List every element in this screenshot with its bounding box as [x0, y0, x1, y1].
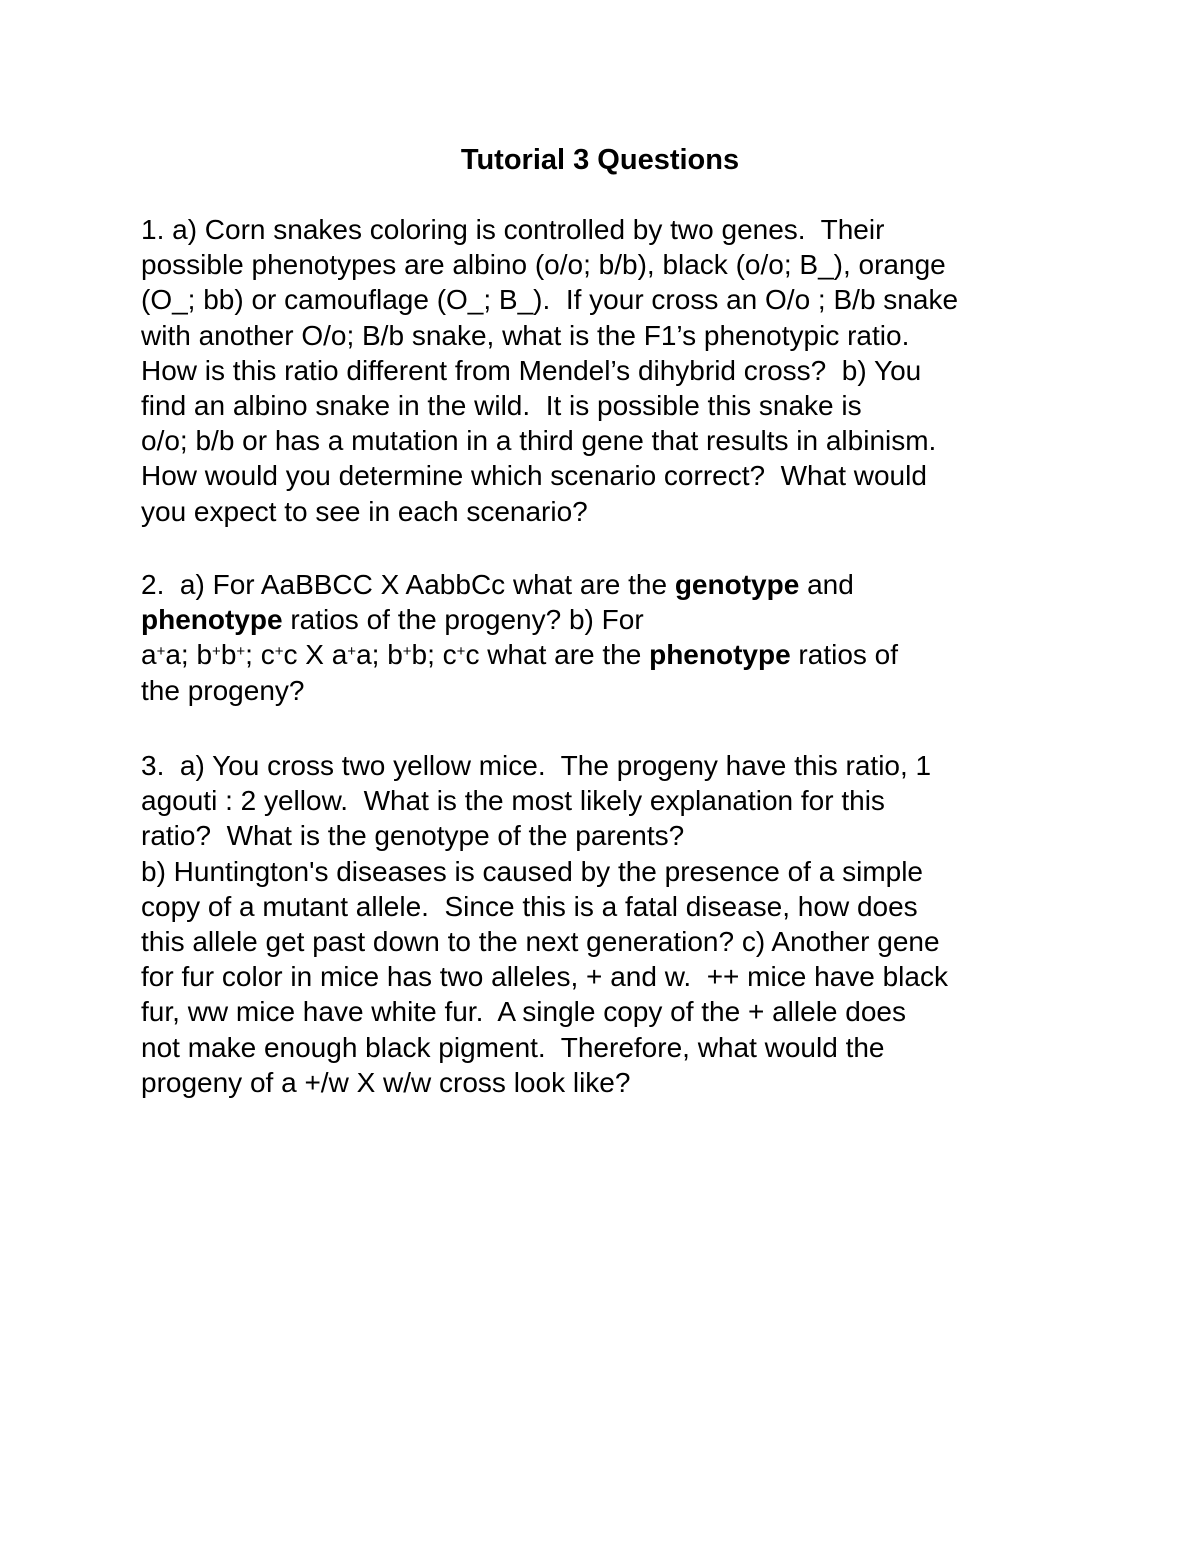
question-3-line: not make enough black pigment. Therefore, what would the [141, 1031, 885, 1063]
question-3-line: copy of a mutant allele. Since this is a fatal disease, how does [141, 890, 918, 922]
question-2-line [141, 602, 1071, 637]
question-1-line: How is this ratio different from Mendel’s dihybrid cross? b) You [141, 354, 922, 386]
genotype-text: b [220, 639, 237, 671]
question-2-text: ratios of [790, 639, 899, 671]
question-3-line: agouti : 2 yellow. What is the most likely explanation for this [141, 785, 885, 817]
superscript-plus: + [402, 643, 412, 661]
question-1-line: with another O/o; B/b snake, what is the F1’s phenotypic ratio. [141, 319, 910, 351]
superscript-plus: + [236, 643, 246, 661]
question-3-line: ratio? What is the genotype of the parents? [141, 820, 685, 852]
genotype-text: a; b [356, 639, 403, 671]
question-2-genotype-line [141, 637, 1071, 672]
superscript-plus: + [456, 643, 466, 661]
question-2-line [141, 567, 1071, 602]
question-1-line: (O_; bb) or camouflage (O_; B_). If your cross an O/o ; B/b snake [141, 284, 959, 316]
genotype-text: a; b [165, 639, 213, 671]
superscript-plus: + [212, 643, 221, 661]
question-3-line: b) Huntington's diseases is caused by the presence of a simple [141, 855, 924, 887]
question-2-text: 2. a) For AaBBCC X AabbCc what are the [141, 569, 675, 600]
genotype-text: ; c [245, 639, 275, 671]
question-3-line: 3. a) You cross two yellow mice. The progeny have this ratio, 1 [141, 750, 932, 781]
question-1-line: possible phenotypes are albino (o/o; b/b), black (o/o; B_), orange [141, 249, 946, 281]
question-2-bold-term: phenotype [649, 639, 791, 671]
genotype-text: b; c [411, 639, 457, 671]
document-title: Tutorial 3 Questions [460, 144, 740, 176]
question-1-line: you expect to see in each scenario? [141, 495, 588, 527]
question-1-line: find an albino snake in the wild. It is possible this snake is [141, 390, 862, 422]
superscript-plus: + [347, 643, 357, 661]
question-2 [141, 567, 1071, 708]
question-1 [141, 212, 1071, 529]
question-2-text: ratios of the progeny? b) For [282, 604, 644, 636]
question-3-line: this allele get past down to the next generation? c) Another gene [141, 926, 940, 958]
question-2-bold-term: genotype [674, 569, 800, 600]
genotype-text: a [141, 639, 157, 671]
question-3 [141, 748, 1071, 1100]
genotype-text: c X a [283, 639, 348, 671]
genotype-text: c what are the [465, 639, 650, 671]
question-2-bold-term: phenotype [141, 604, 283, 636]
question-1-line: o/o; b/b or has a mutation in a third gene that results in albinism. [141, 425, 937, 457]
question-2-text: and [799, 569, 854, 600]
superscript-plus: + [274, 643, 284, 661]
question-3-line: progeny of a +/w X w/w cross look like? [141, 1066, 631, 1098]
question-1-line: How would you determine which scenario correct? What would [141, 460, 927, 492]
question-2-line: the progeny? [141, 674, 305, 706]
question-1-line: 1. a) Corn snakes coloring is controlled by two genes. Their [141, 214, 885, 245]
question-3-line: for fur color in mice has two alleles, + and w. ++ mice have black [141, 961, 948, 993]
question-3-line: fur, ww mice have white fur. A single copy of the + allele does [141, 996, 906, 1028]
superscript-plus: + [156, 643, 166, 661]
